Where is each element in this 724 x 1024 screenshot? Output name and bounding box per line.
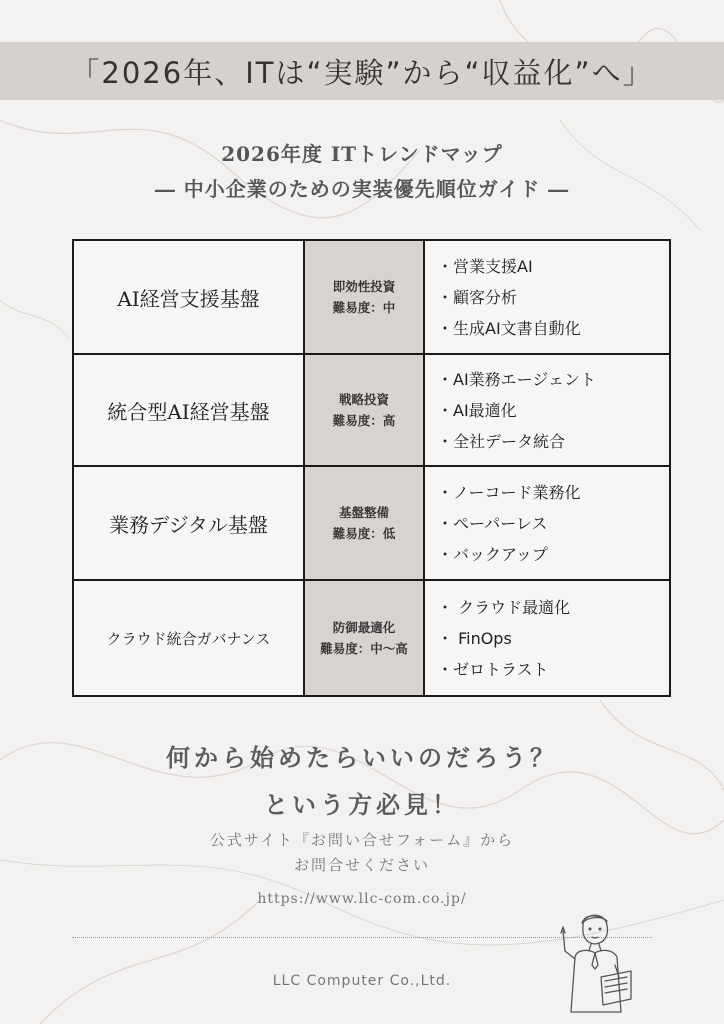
tag-type: 戦略投資 — [338, 392, 389, 407]
trend-table — [72, 239, 671, 697]
investment-tag — [305, 581, 425, 695]
contact-instruction: 公式サイト『お問い合せフォーム』から — [209, 831, 515, 849]
tag-type: 基盤整備 — [338, 505, 389, 520]
headline-text: 「2026年、ITは“実験”から“収益化”へ」 — [70, 55, 654, 90]
investment-tag — [305, 355, 425, 467]
cta-question: 何から始めたらいいのだろう？ — [166, 743, 558, 772]
category-cell: クラウド統合ガバナンス — [74, 581, 305, 695]
tag-type: 即効性投資 — [332, 279, 396, 294]
headline-banner — [0, 42, 724, 100]
list-item: ・生成AI文書自動化 — [437, 318, 581, 338]
item-list — [425, 467, 669, 581]
website-link[interactable]: https://www.llc-com.co.jp/ — [257, 891, 467, 907]
page-title: 2026年度 ITトレンドマップ — [221, 142, 503, 166]
list-item: ・顧客分析 — [437, 287, 518, 307]
tag-difficulty: 難易度：高 — [332, 413, 396, 428]
list-item: ・ノーコード業務化 — [437, 482, 581, 502]
category-cell: AI経営支援基盤 — [74, 241, 305, 355]
list-item: ・営業支援AI — [437, 256, 533, 276]
item-list — [425, 581, 669, 695]
tag-difficulty: 難易度：中 — [332, 300, 396, 315]
list-item: ・AI業務エージェント — [437, 369, 597, 389]
tag-type: 防御最適化 — [332, 620, 396, 635]
tag-difficulty: 難易度：中～高 — [320, 641, 408, 656]
investment-tag — [305, 467, 425, 581]
category-cell: 統合型AI経営基盤 — [74, 355, 305, 467]
list-item: ・ クラウド最適化 — [437, 597, 571, 617]
list-item: ・全社データ統合 — [437, 431, 566, 451]
list-item: ・ペーパーレス — [437, 513, 548, 533]
cta-must-see: という方必見！ — [264, 790, 460, 819]
pointing-person-icon — [555, 907, 635, 1017]
item-list — [425, 241, 669, 355]
list-item: ・バックアップ — [437, 544, 548, 564]
category-cell: 業務デジタル基盤 — [74, 467, 305, 581]
list-item: ・ FinOps — [437, 628, 512, 648]
list-item: ・ゼロトラスト — [437, 659, 549, 679]
company-name: LLC Computer Co.,Ltd. — [272, 973, 452, 989]
list-item: ・AI最適化 — [437, 400, 517, 420]
item-list — [425, 355, 669, 467]
investment-tag — [305, 241, 425, 355]
tag-difficulty: 難易度：低 — [332, 526, 396, 541]
page-subtitle: ― 中小企業のための実装優先順位ガイド ― — [154, 177, 570, 201]
contact-instruction-2: お問合せください — [293, 856, 430, 874]
